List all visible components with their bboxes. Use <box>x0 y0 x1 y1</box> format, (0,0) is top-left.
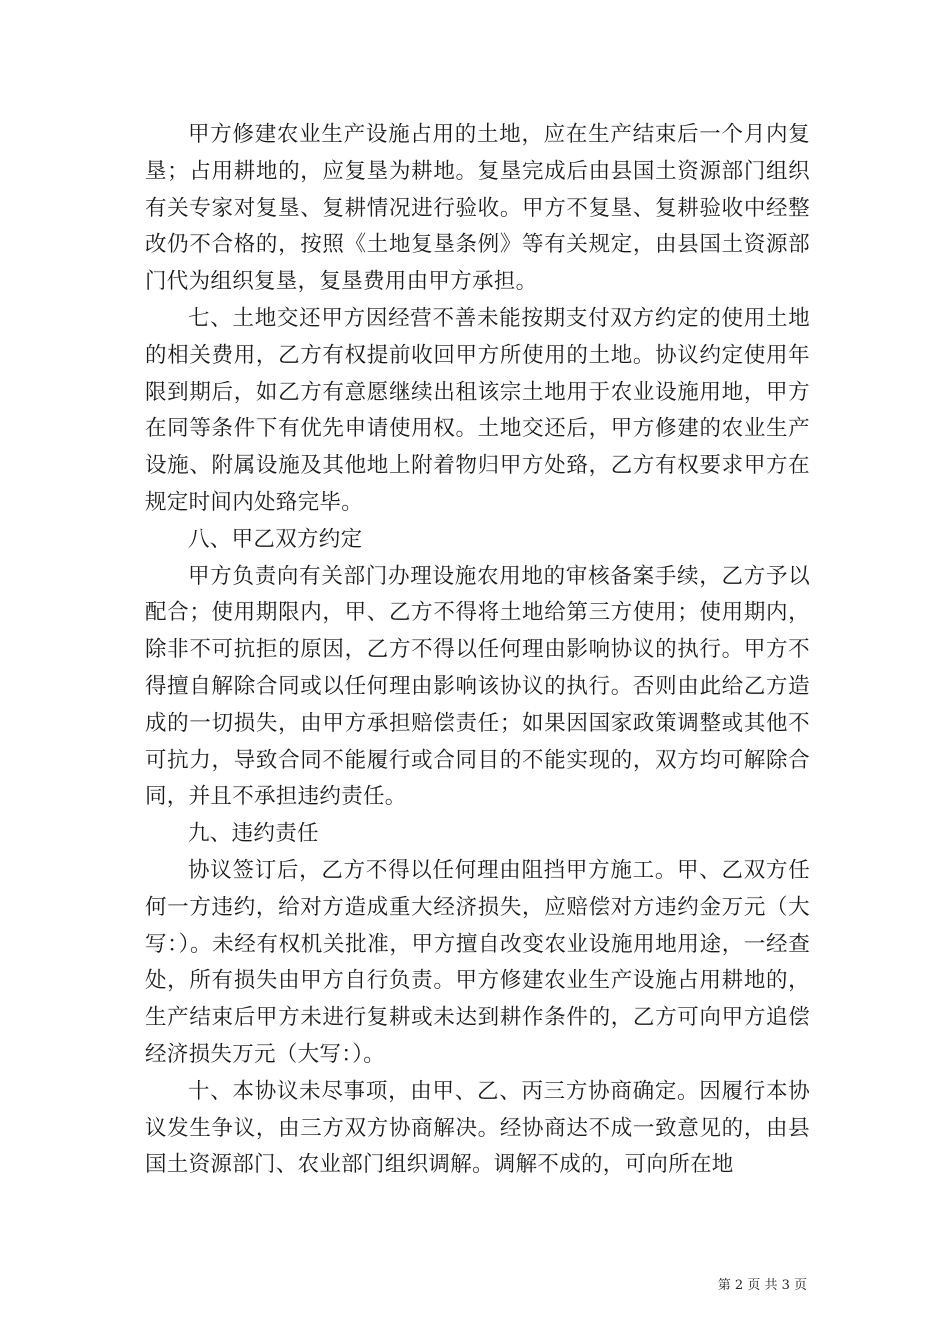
paragraph-disputes: 十、本协议未尽事项，由甲、乙、丙三方协商确定。因履行本协议发生争议，由三方双方协商解决。经协商达不成一致意见的，由县国土资源部门、农业部门组织调解。调解不成的，可向所在地 <box>145 1078 810 1178</box>
paragraph-land-return: 七、土地交还甲方因经营不善未能按期支付双方约定的使用土地的相关费用，乙方有权提前收回甲方所使用的土地。协议约定使用年限到期后，如乙方有意愿继续出租该宗土地用于农业设施用地，甲方在同等条件下有优先申请使用权。土地交还后，甲方修建的农业生产设施、附属设施及其他地上附着物归甲方处臵，乙方有权要求甲方在规定时间内处臵完毕。 <box>145 305 810 515</box>
document-body <box>145 117 810 1184</box>
section-heading-agreement: 八、甲乙双方约定 <box>188 526 363 552</box>
paragraph-agreement: 甲方负责向有关部门办理设施农用地的审核备案手续，乙方予以配合；使用期限内，甲、乙方不得将土地给第三方使用；使用期内，除非不可抗拒的原因，乙方不得以任何理由影响协议的执行。甲方不得擅自解除合同或以任何理由影响该协议的执行。否则由此给乙方造成的一切损失，由甲方承担赔偿责任；如果因国家政策调整或其他不可抗力，导致合同不能履行或合同目的不能实现的，双方均可解除合同，并且不承担违约责任。 <box>145 563 810 810</box>
paragraph-reclamation: 甲方修建农业生产设施占用的土地，应在生产结束后一个月内复垦；占用耕地的，应复垦为耕地。复垦完成后由县国土资源部门组织有关专家对复垦、复耕情况进行验收。甲方不复垦、复耕验收中经整改仍不合格的，按照《土地复垦条例》等有关规定，由县国土资源部门代为组织复垦，复垦费用由甲方承担。 <box>145 122 810 295</box>
paragraph-liability: 协议签订后，乙方不得以任何理由阻挡甲方施工。甲、乙双方任何一方违约，给对方造成重大经济损失，应赔偿对方违约金万元（大写：）。未经有权机关批准，甲方擅自改变农业设施用地用途，一经查处，所有损失由甲方自行负责。甲方修建农业生产设施占用耕地的，生产结束后甲方未进行复耕或未达到耕作条件的，乙方可向甲方追偿经济损失万元（大写：）。 <box>145 857 810 1067</box>
section-heading-liability: 九、违约责任 <box>188 821 319 847</box>
page-number-footer: 第 2 页 共 3 页 <box>717 1278 807 1293</box>
